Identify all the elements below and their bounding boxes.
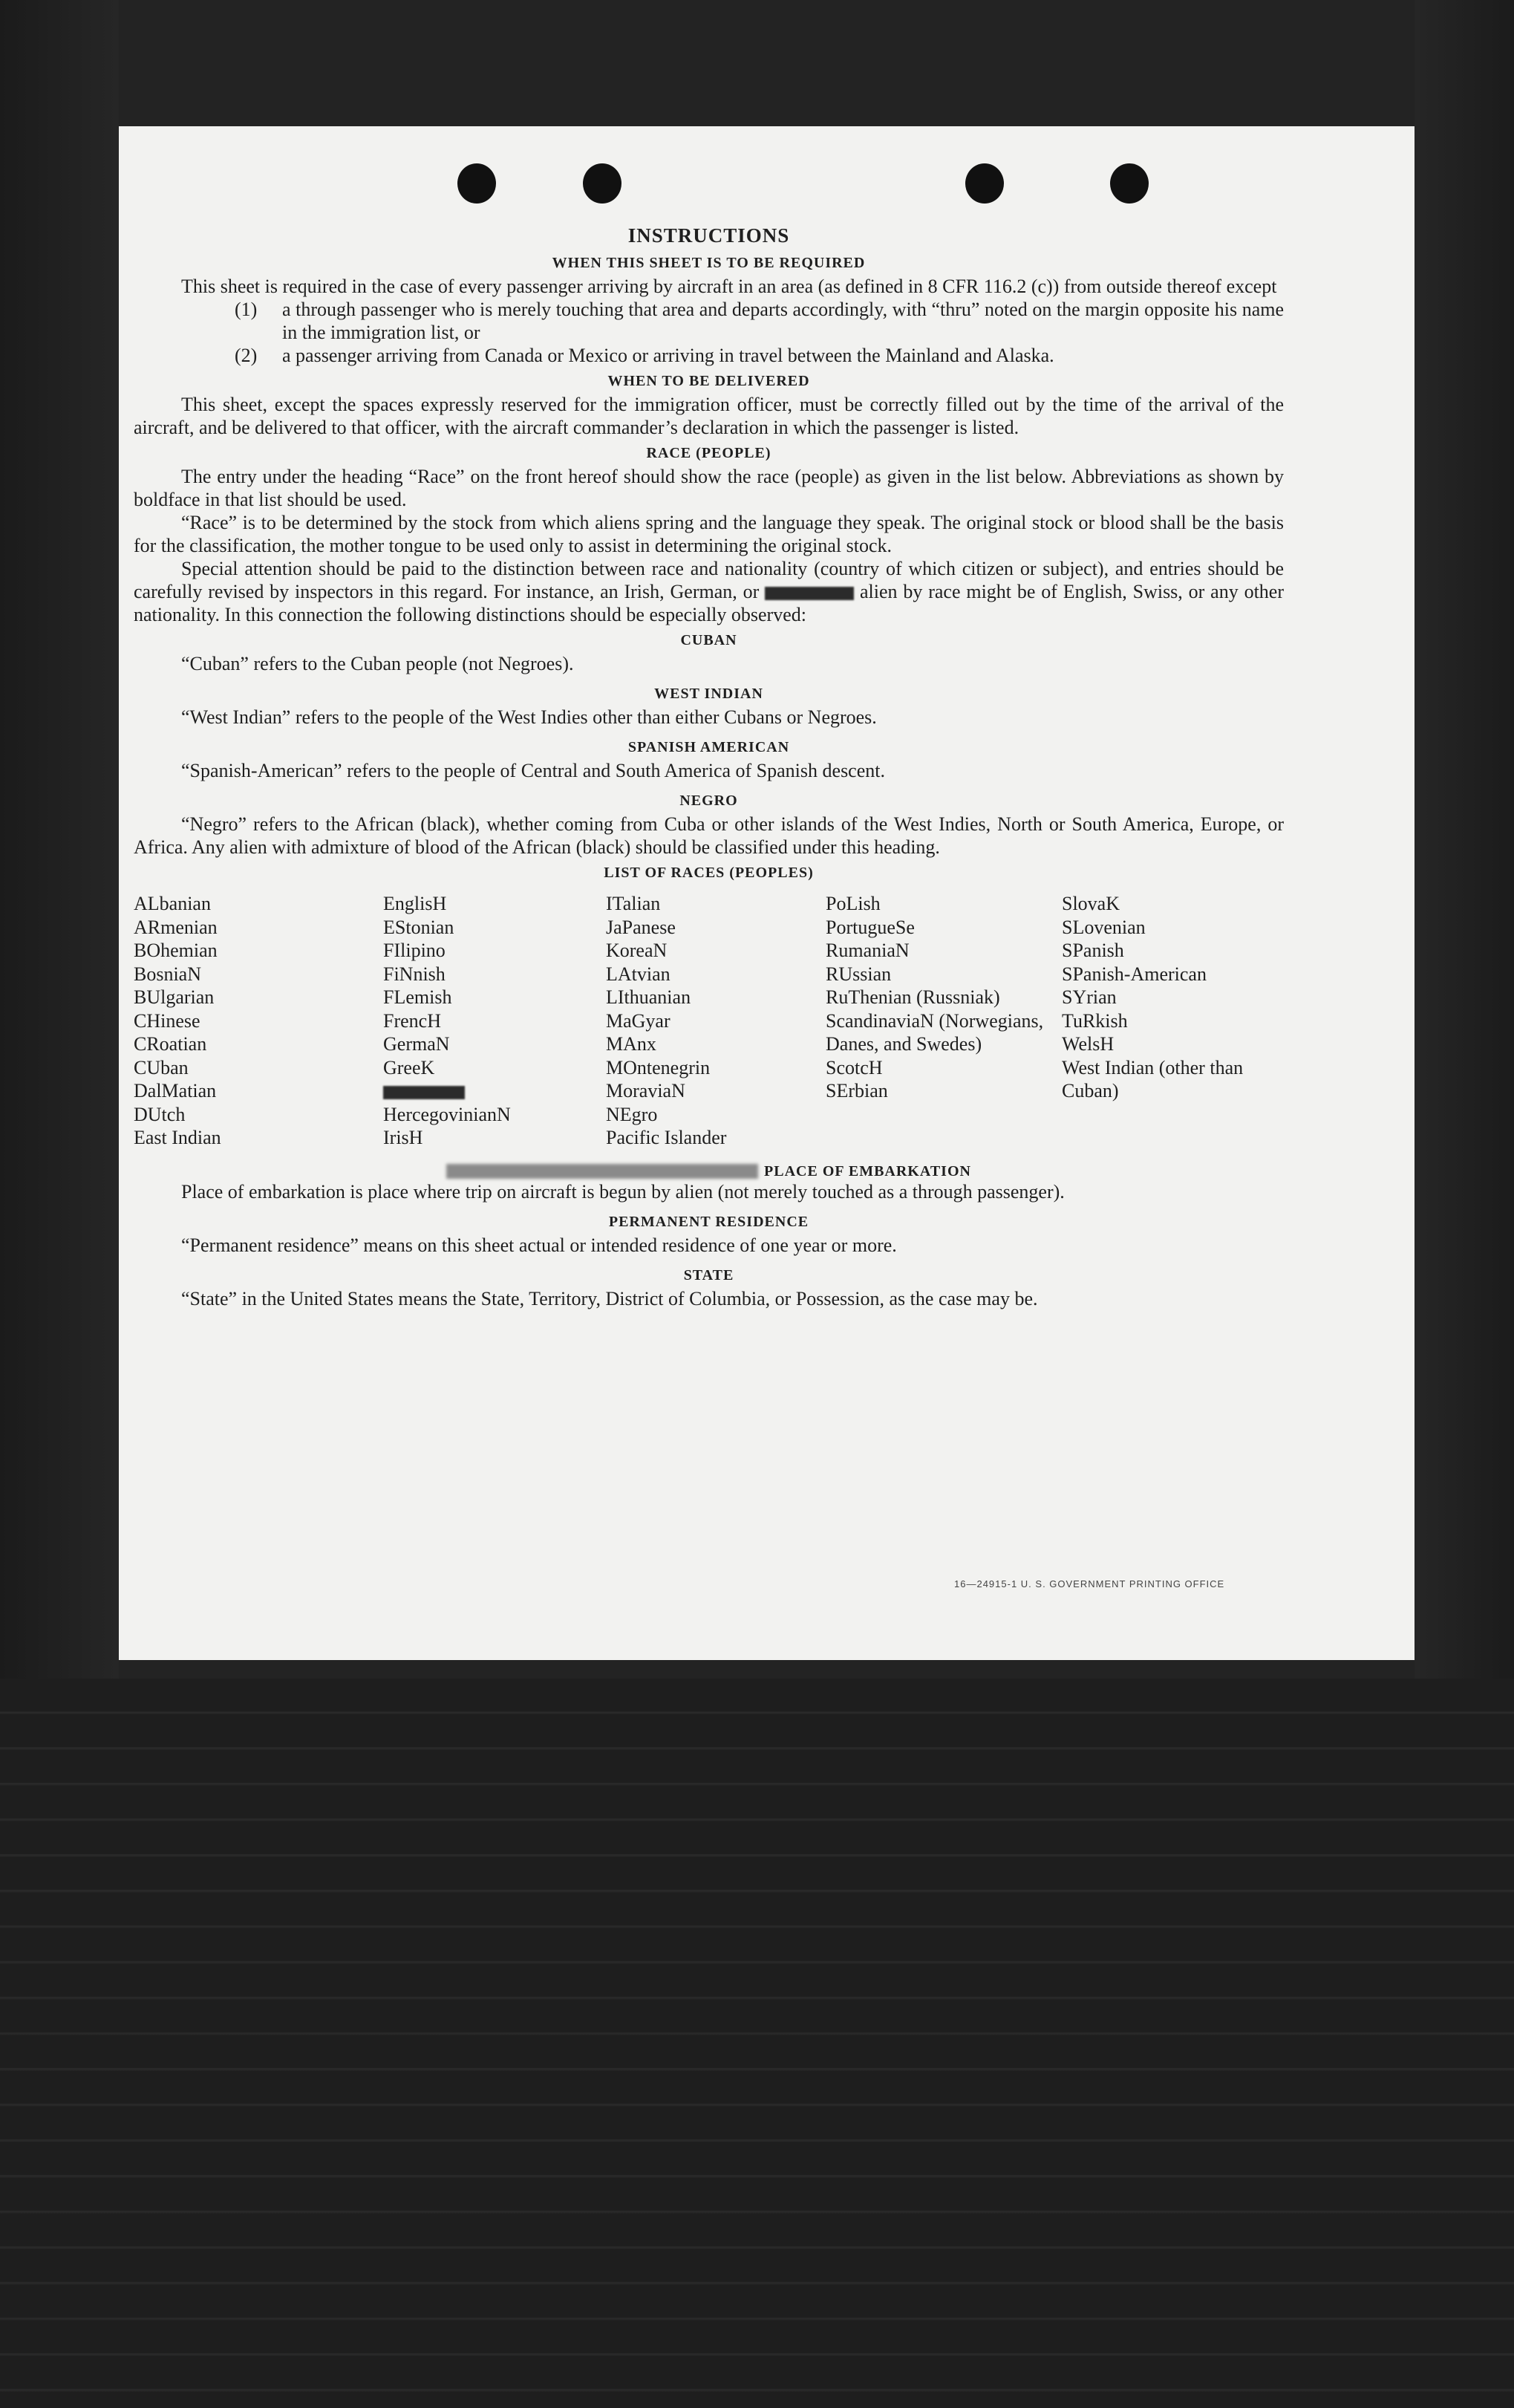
race-entry: BOhemian — [134, 940, 218, 961]
races-table — [134, 892, 1284, 1150]
race-entry: MaGyar — [606, 1009, 670, 1032]
heading-spanish-american: SPANISH AMERICAN — [627, 739, 790, 755]
redaction-mark — [446, 1164, 758, 1179]
heading-negro: NEGRO — [679, 793, 738, 809]
race-entry-redacted — [383, 1079, 606, 1103]
para-race-3b: alien by race might be of English, Swiss, or any other nationality. In this connection the following distinctions should be especially observed: — [134, 581, 1284, 625]
para-race-3 — [134, 557, 1284, 626]
race-entry: PoLish — [826, 893, 881, 914]
race-entry: IrisH — [383, 1127, 423, 1148]
race-entry: ALbanian — [134, 893, 211, 914]
race-entry: LIthuanian — [606, 986, 691, 1008]
para-race-3a: Special attention should be paid to the distinction between race and nationality (country of which citizen or subject), and entries should be carefully revised by inspectors in this regard. For instance, an Irish, German, or — [134, 558, 1284, 602]
heading-delivered: WHEN TO BE DELIVERED — [607, 373, 810, 389]
races-column-1 — [134, 892, 383, 1150]
race-entry: ARmenian — [134, 916, 218, 938]
race-entry: RumaniaN — [826, 940, 910, 961]
race-entry: SYrian — [1062, 986, 1117, 1008]
punch-hole — [457, 163, 496, 204]
race-entry: KoreaN — [606, 940, 668, 961]
race-entry: EnglisH — [383, 893, 447, 914]
para-residence: “Permanent residence” means on this sheet actual or intended residence of one year or more. — [181, 1234, 897, 1256]
race-entry: HercegovinianN — [383, 1103, 511, 1125]
race-entry: WelsH — [1062, 1033, 1115, 1055]
race-entry: SPanish — [1062, 940, 1124, 961]
para-spanish-american: “Spanish-American” refers to the people of Central and South America of Spanish descent. — [181, 760, 885, 781]
item-number: (2) — [235, 345, 258, 366]
embarkation-heading-row — [134, 1163, 1284, 1180]
para-state: “State” in the United States means the State, Territory, District of Columbia, or Possession, as the case may be. — [181, 1287, 1038, 1309]
race-entry: SLovenian — [1062, 916, 1146, 938]
race-entry: PortugueSe — [826, 916, 915, 938]
heading-race: RACE (PEOPLE) — [646, 445, 771, 461]
race-entry: GermaN — [383, 1033, 450, 1055]
punch-hole — [583, 163, 621, 204]
scan-background — [0, 1679, 1514, 2408]
race-entry: FrencH — [383, 1009, 441, 1032]
race-entry: ScotcH — [826, 1056, 883, 1078]
scan-border-right — [1415, 0, 1514, 1679]
heading-cuban: CUBAN — [680, 632, 737, 648]
races-column-5 — [1062, 892, 1285, 1150]
redaction-mark — [765, 587, 854, 600]
race-entry: CRoatian — [134, 1033, 207, 1055]
race-entry: DUtch — [134, 1103, 186, 1125]
heading-west-indian: WEST INDIAN — [654, 686, 763, 702]
heading-required: WHEN THIS SHEET IS TO BE REQUIRED — [552, 255, 866, 271]
para-race-1: The entry under the heading “Race” on the front hereof should show the race (people) as given in the list below. Abbreviations as shown by boldface in that list should be used. — [134, 466, 1284, 510]
race-entry: SErbian — [826, 1080, 888, 1102]
para-cuban: “Cuban” refers to the Cuban people (not Negroes). — [181, 653, 574, 674]
scan-border-left — [0, 0, 119, 1679]
race-entry: RuThenian (Russniak) — [826, 986, 1000, 1008]
heading-list-of-races: LIST OF RACES (PEOPLES) — [604, 865, 814, 881]
race-entry: East Indian — [134, 1127, 221, 1148]
page-title: INSTRUCTIONS — [627, 224, 790, 247]
race-entry: RUssian — [826, 963, 892, 985]
race-entry: FiNnish — [383, 963, 446, 985]
race-entry: Pacific Islander — [606, 1127, 727, 1148]
printing-office-code: 16—24915-1 U. S. GOVERNMENT PRINTING OFFICE — [954, 1578, 1225, 1589]
race-entry: FLemish — [383, 986, 452, 1008]
para-delivered: This sheet, except the spaces expressly reserved for the immigration officer, must be correctly filled out by the time of the arrival of the aircraft, and be delivered to that officer, with the aircraft commander’s declaration in which the passenger is listed. — [134, 394, 1284, 438]
race-entry: SlovaK — [1062, 893, 1120, 914]
race-entry: MAnx — [606, 1033, 656, 1055]
punch-hole — [965, 163, 1004, 204]
race-entry: DalMatian — [134, 1080, 217, 1102]
race-entry: ITalian — [606, 893, 661, 914]
punch-hole — [1110, 163, 1149, 204]
para-embarkation: Place of embarkation is place where trip on aircraft is begun by alien (not merely touched as a through passenger). — [181, 1180, 1065, 1203]
race-entry: SPanish-American — [1062, 963, 1207, 985]
heading-embarkation: PLACE OF EMBARKATION — [764, 1162, 971, 1179]
race-entry: NEgro — [606, 1103, 658, 1125]
race-entry: FIlipino — [383, 940, 446, 961]
para-required: This sheet is required in the case of every passenger arriving by aircraft in an area (as defined in 8 CFR 116.2 (c)) from outside thereof except — [181, 276, 1277, 297]
races-column-4 — [826, 892, 1062, 1150]
race-entry: LAtvian — [606, 963, 670, 985]
race-entry: BosniaN — [134, 963, 201, 985]
races-column-3 — [606, 892, 826, 1150]
race-entry: West Indian (other than Cuban) — [1062, 1056, 1244, 1102]
document-sheet — [119, 126, 1415, 1660]
item-number: (1) — [235, 299, 258, 320]
race-entry: ScandinaviaN (Norwegians, Danes, and Swedes) — [826, 1009, 1044, 1055]
heading-residence: PERMANENT RESIDENCE — [608, 1213, 809, 1230]
race-entry: EStonian — [383, 916, 454, 938]
para-west-indian: “West Indian” refers to the people of the West Indies other than either Cubans or Negroes. — [181, 706, 877, 728]
race-entry: CUban — [134, 1056, 189, 1078]
item-text: a passenger arriving from Canada or Mexico or arriving in travel between the Mainland and Alaska. — [282, 345, 1054, 366]
para-race-2: “Race” is to be determined by the stock from which aliens spring and the language they speak. The original stock or blood shall be the basis for the classification, the mother tongue to be used only to assist in determining the original stock. — [134, 512, 1284, 556]
race-entry: GreeK — [383, 1056, 435, 1078]
race-entry: CHinese — [134, 1009, 200, 1032]
item-text: a through passenger who is merely touching that area and departs accordingly, with “thru” noted on the margin opposite his name in the immigration list, or — [282, 299, 1284, 343]
races-column-2 — [383, 892, 606, 1150]
list-item — [134, 344, 1284, 367]
race-entry: MoraviaN — [606, 1080, 685, 1102]
heading-state: STATE — [683, 1266, 734, 1283]
redaction-mark — [383, 1086, 465, 1099]
para-negro: “Negro” refers to the African (black), whether coming from Cuba or other islands of the West Indies, North or South America, Europe, or Africa. Any alien with admixture of blood of the African (black) should be classified under this heading. — [134, 813, 1284, 858]
race-entry: MOntenegrin — [606, 1056, 711, 1078]
race-entry: BUlgarian — [134, 986, 215, 1008]
race-entry: TuRkish — [1062, 1009, 1128, 1032]
race-entry: JaPanese — [606, 916, 676, 938]
list-item — [134, 298, 1284, 344]
